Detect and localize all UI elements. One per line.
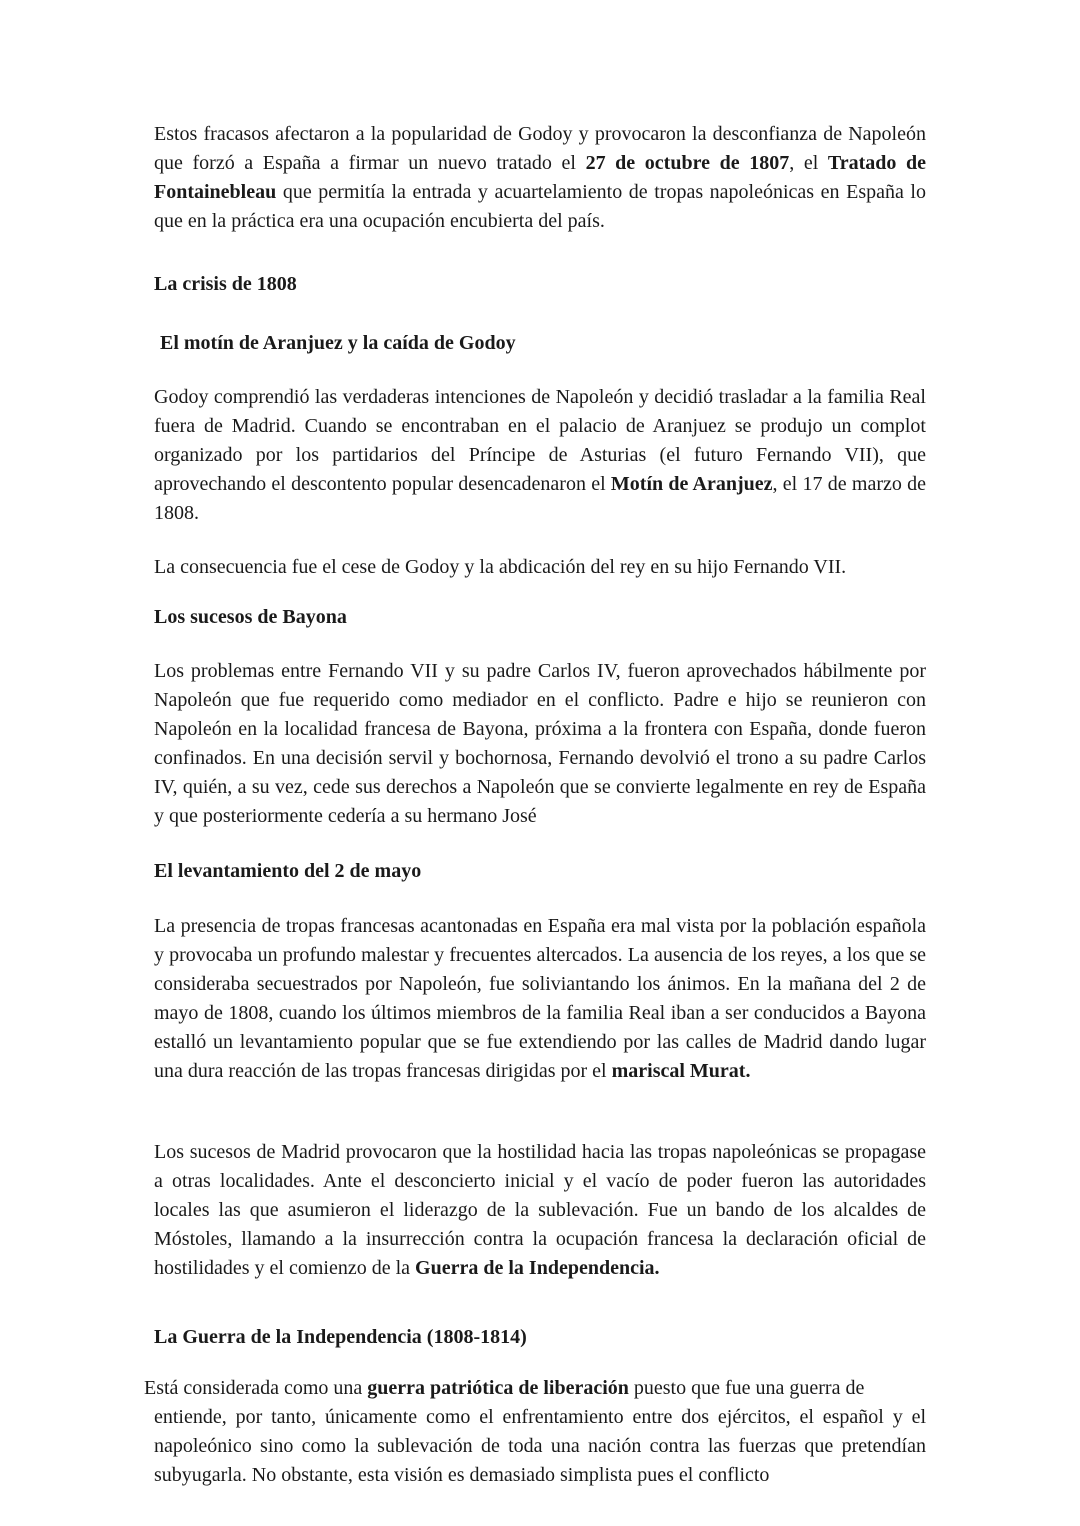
bold-motin: Motín de Aranjuez [610,473,773,495]
text-run: La presencia de tropas francesas acantonadas en España era mal vista por la población española y provocaba un profundo malestar y frecuentes altercados. La ausencia de los reyes, a los que se consideraba secuestrados por Napoleón, fue soliviantando los ánimos. En la mañana del 2 de mayo de 1808, cuando los últimos miembros de la familia Real iban a ser conducidos a Bayona estalló un levantamiento popular que se fue extendiendo por las calles de Madrid dando lugar una dura reacción de las tropas francesas dirigidas por el [154,915,926,1082]
text-run: , el 17 de marzo de 1808. [154,473,926,524]
paragraph-guerra-first-line [144,1374,930,1403]
heading-guerra-independencia: La Guerra de la Independencia (1808-1814) [154,1326,527,1348]
bold-guerra-patriotica: guerra patriótica de liberación [367,1377,629,1399]
text-run: Godoy comprendió las verdaderas intenciones de Napoleón y decidió trasladar a la familia Real fuera de Madrid. Cuando se encontraban en el palacio de Aranjuez se produjo un complot organizado por los partidarios del Príncipe de Asturias (el futuro Fernando VII), que aprovechando el descontento popular desencadenaron el [154,386,926,495]
text-run: que permitía la entrada y acuartelamiento de tropas napoleónicas en España lo que en la práctica era una ocupación encubierta del país. [154,181,926,232]
paragraph-dos-de-mayo [154,912,926,1086]
bold-guerra: Guerra de la Independencia. [415,1257,660,1279]
text-run: Está considerada como una [144,1377,368,1399]
heading-sucesos-bayona: Los sucesos de Bayona [154,606,347,628]
paragraph-motin [154,383,926,528]
bold-murat: mariscal Murat. [611,1060,751,1082]
heading-motin-aranjuez: El motín de Aranjuez y la caída de Godoy [160,332,516,354]
text-run: Estos fracasos afectaron a la popularidad de Godoy y provocaron la desconfianza de Napoleón que forzó a España a firmar un nuevo tratado el [154,123,926,174]
heading-crisis-1808: La crisis de 1808 [154,273,297,295]
paragraph-consecuencia: La consecuencia fue el cese de Godoy y la abdicación del rey en su hijo Fernando VII. [154,556,847,578]
bold-date: 27 de octubre de 1807 [585,152,790,174]
paragraph-bayona: Los problemas entre Fernando VII y su padre Carlos IV, fueron aprovechados hábilmente por Napoleón que fue requerido como mediador en el conflicto. Padre e hijo se reunieron con Napoleón en la localidad francesa de Bayona, próxima a la frontera con España, donde fueron confinados. En una decisión servil y bochornosa, Fernando devolvió el trono a su padre Carlos IV, quién, a su vez, cede sus derechos a Napoleón que se convierte legalmente en rey de España y que posteriormente cedería a su hermano José [154,660,926,827]
paragraph-mostoles [154,1138,926,1283]
paragraph-fontainebleau [154,120,926,236]
paragraph-guerra-continuation: entiende, por tanto, únicamente como el enfrentamiento entre dos ejércitos, el español y el napoleónico sino como la sublevación de toda una nación contra las fuerzas que pretendían subyugarla. No obstante, esta visión es demasiado simplista pues el conflicto [154,1406,926,1486]
text-run: puesto que fue una guerra de [628,1377,865,1399]
text-run: Los sucesos de Madrid provocaron que la hostilidad hacia las tropas napoleónicas se propagase a otras localidades. Ante el desconcierto inicial y el vacío de poder fueron las autoridades locales las que asumieron el liderazgo de la sublevación. Fue un bando de los alcaldes de Móstoles, llamando a la insurrección contra la ocupación francesa la declaración oficial de hostilidades y el comienzo de la [154,1141,926,1279]
text-run: , el [789,152,828,174]
bold-treaty: Tratado de Fontainebleau [154,152,927,203]
heading-levantamiento: El levantamiento del 2 de mayo [154,860,422,882]
